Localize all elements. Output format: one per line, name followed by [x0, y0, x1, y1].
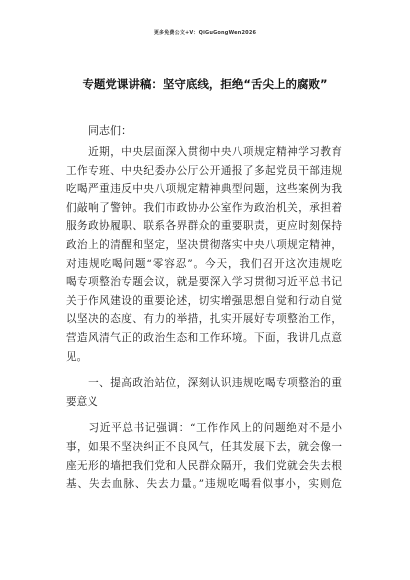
text-line: 吃喝严重违反中央八项规定精神典型问题，这些案例为我	[66, 183, 342, 196]
text-line: 营造风清气正的政治生态和工作环境。下面，我讲几点意	[66, 331, 342, 344]
text-line: 一、提高政治站位，深刻认识违规吃喝专项整治的重	[66, 377, 342, 390]
document-body	[66, 143, 342, 494]
text-line: 习近平总书记强调：“工作作风上的问题绝对不是小	[66, 422, 342, 435]
text-line: 关于作风建设的重要论述，切实增强思想自觉和行动自觉	[66, 294, 342, 307]
text-line: 喝专项整治专题会议，就是要深入学习贯彻习近平总书记	[66, 276, 342, 289]
text-line: 事，如果不坚决纠正不良风气，任其发展下去，就会像一	[66, 440, 342, 453]
paragraph-gap	[66, 411, 342, 419]
text-line: 对违规吃喝问题“零容忍”。今天，我们召开这次违规吃	[66, 257, 342, 270]
paragraph-gap	[66, 366, 342, 374]
text-line: 工作专班、中央纪委办公厅公开通报了多起党员干部违规	[66, 164, 342, 177]
text-line: 以坚决的态度、有力的举措，扎实开展好专项整治工作，	[66, 313, 342, 326]
paragraph	[66, 419, 342, 493]
paragraph	[66, 143, 342, 366]
text-line: 座无形的墙把我们党和人民群众隔开，我们党就会失去根	[66, 459, 342, 472]
header-watermark: 更多免费公文+V：QiGuGongWen2026	[153, 30, 257, 36]
salutation: 同志们：	[88, 124, 132, 137]
text-line: 要意义	[66, 395, 98, 408]
text-line: 政治上的清醒和坚定，坚决贯彻落实中央八项规定精神，	[66, 238, 342, 251]
document-title: 专题党课讲稿：坚守底线，拒绝“舌尖上的腐败”	[82, 77, 328, 91]
text-line: 们敲响了警钟。我们市政协办公室作为政治机关，承担着	[66, 201, 342, 214]
section-heading	[66, 374, 342, 411]
text-line: 基、失去血脉、失去力量。”违规吃喝看似事小，实则危	[66, 478, 342, 491]
text-line: 近期，中央层面深入贯彻中央八项规定精神学习教育	[66, 146, 342, 158]
text-line: 见。	[66, 350, 88, 363]
text-line: 服务政协履职、联系各界群众的重要职责，更应时刻保持	[66, 220, 342, 233]
